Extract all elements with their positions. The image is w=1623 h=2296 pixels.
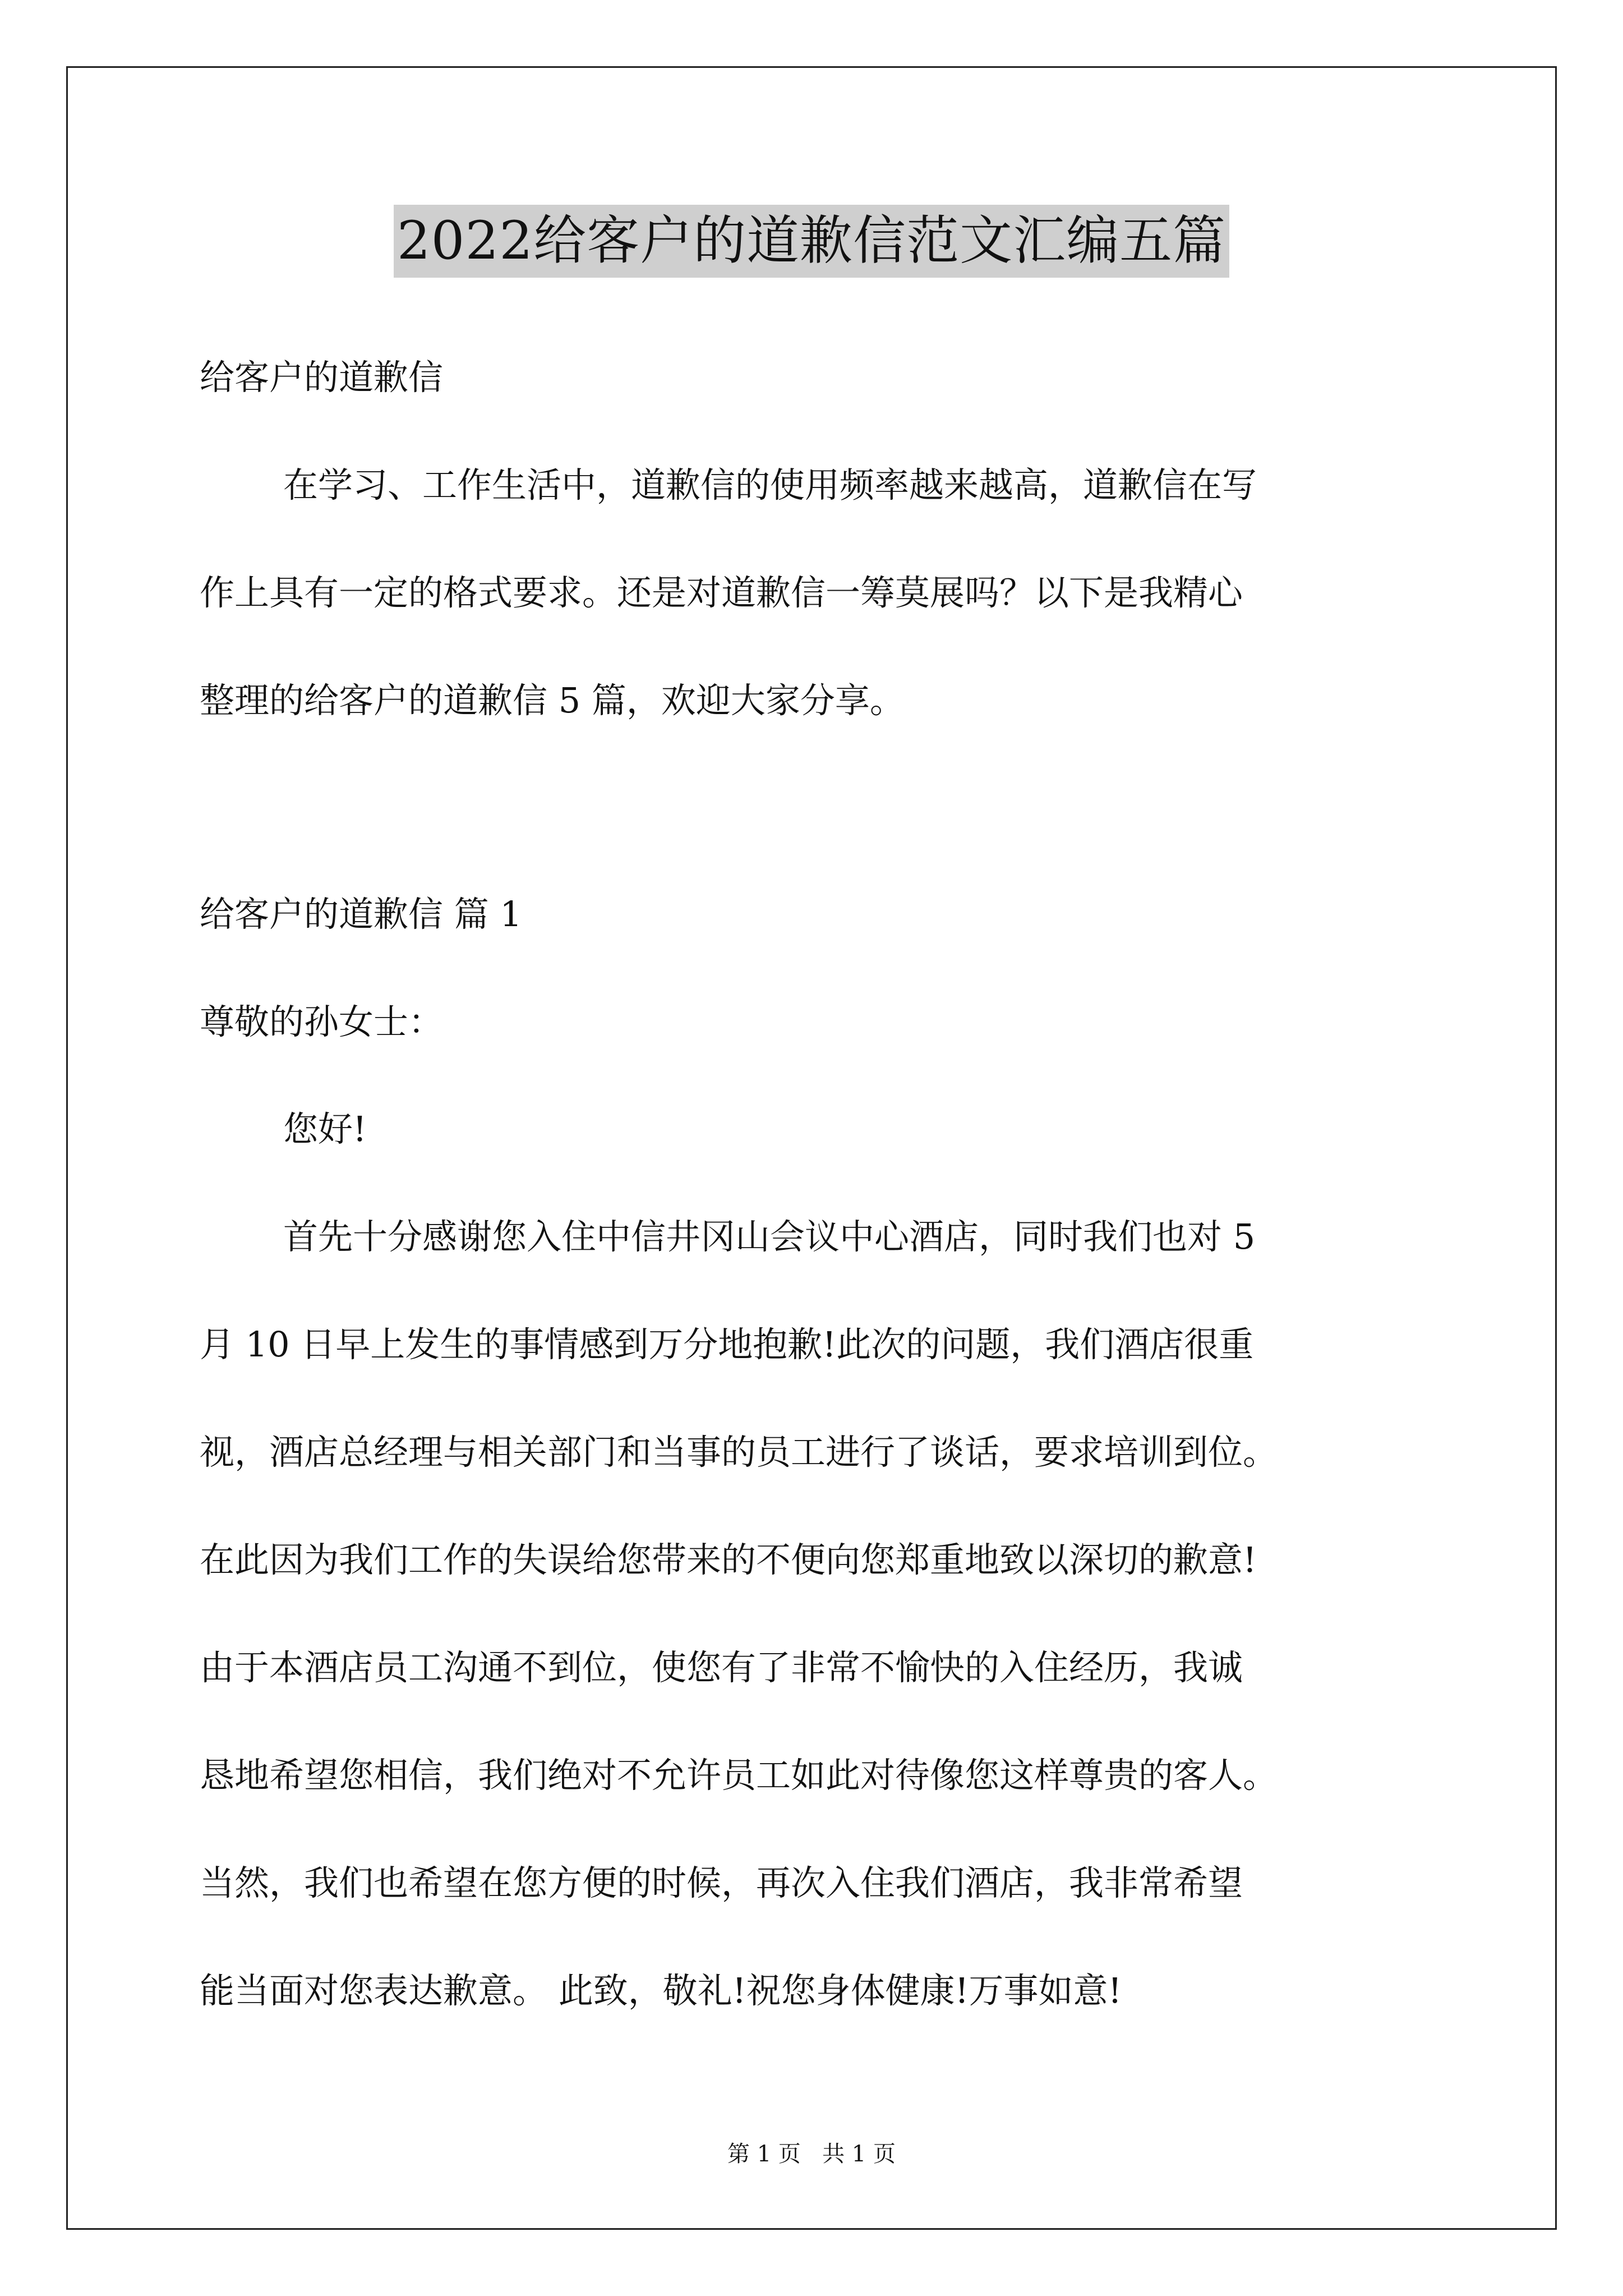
- page-number-footer: 第 1 页 共 1 页: [727, 2141, 896, 2167]
- paragraph-line: 整理的给客户的道歉信 5 篇，欢迎大家分享。: [200, 680, 905, 721]
- title-container: [0, 205, 1623, 278]
- paragraph-line: 作上具有一定的格式要求。还是对道歉信一筹莫展吗？以下是我精心: [200, 572, 1243, 613]
- section-heading-part1: 给客户的道歉信 篇 1: [200, 894, 522, 935]
- paragraph-line: 月 10 日早上发生的事情感到万分地抱歉!此次的问题，我们酒店很重: [200, 1324, 1254, 1365]
- paragraph-line: 能当面对您表达歉意。 此致，敬礼!祝您身体健康!万事如意!: [200, 1970, 1122, 2011]
- paragraph-line: 首先十分感谢您入住中信井冈山会议中心酒店，同时我们也对 5: [283, 1216, 1256, 1257]
- paragraph-line: 在此因为我们工作的失误给您带来的不便向您郑重地致以深切的歉意!: [200, 1539, 1257, 1580]
- greeting: 您好!: [283, 1108, 367, 1149]
- paragraph-line: 视，酒店总经理与相关部门和当事的员工进行了谈话，要求培训到位。: [200, 1432, 1278, 1473]
- salutation: 尊敬的孙女士：: [200, 1001, 444, 1042]
- document-title: 2022给客户的道歉信范文汇编五篇: [394, 205, 1229, 278]
- paragraph-line: 当然，我们也希望在您方便的时候，再次入住我们酒店，我非常希望: [200, 1862, 1243, 1903]
- paragraph-line: 在学习、工作生活中，道歉信的使用频率越来越高，道歉信在写: [283, 464, 1257, 505]
- section-heading-intro: 给客户的道歉信: [200, 357, 444, 398]
- paragraph-line: 由于本酒店员工沟通不到位，使您有了非常不愉快的入住经历，我诚: [200, 1647, 1243, 1688]
- paragraph-line: 恳地希望您相信，我们绝对不允许员工如此对待像您这样尊贵的客人。: [200, 1755, 1278, 1796]
